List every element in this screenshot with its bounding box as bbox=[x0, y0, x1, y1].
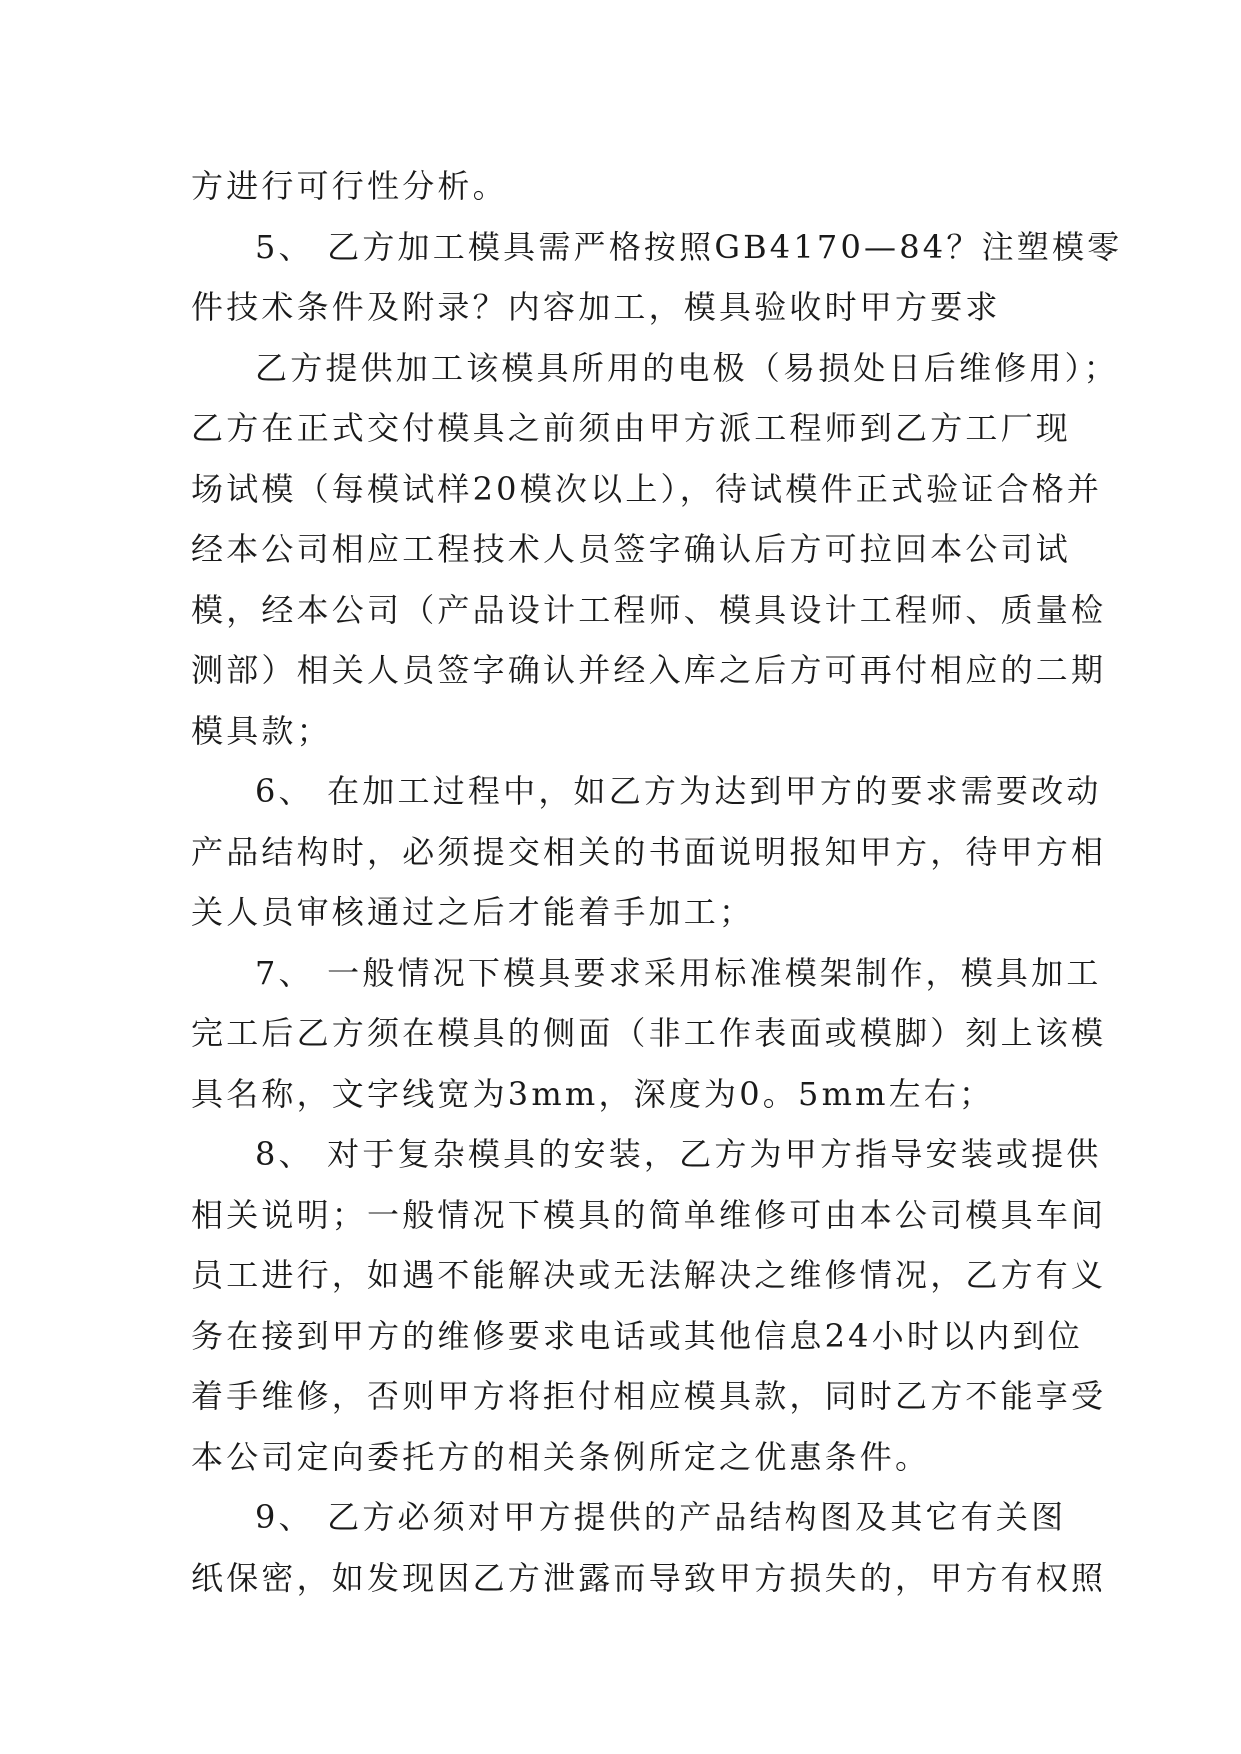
text-line: 相关说明；一般情况下模具的简单维修可由本公司模具车间 bbox=[191, 1195, 1107, 1234]
text-line: 模，经本公司（产品设计工程师、模具设计工程师、质量检 bbox=[191, 590, 1107, 629]
text-line: 员工进行，如遇不能解决或无法解决之维修情况，乙方有义 bbox=[191, 1256, 1107, 1294]
text-line: 纸保密，如发现因乙方泄露而导致甲方损失的，甲方有权照 bbox=[191, 1558, 1107, 1597]
text-line: 产品结构时，必须提交相关的书面说明报知甲方，待甲方相 bbox=[191, 832, 1107, 871]
document-body bbox=[191, 156, 1123, 1608]
text-line: 着手维修，否则甲方将拒付相应模具款，同时乙方不能享受 bbox=[191, 1377, 1107, 1415]
text-line: 模具款； bbox=[191, 711, 332, 750]
text-line: 具名称，文字线宽为3mm，深度为0。5mm左右； bbox=[191, 1074, 995, 1113]
text-line: 乙方在正式交付模具之前须由甲方派工程师到乙方工厂现 bbox=[191, 409, 1072, 447]
text-line: 方进行可行性分析。 bbox=[191, 167, 508, 205]
text-line: 6、 在加工过程中，如乙方为达到甲方的要求需要改动 bbox=[255, 772, 1102, 810]
text-line: 8、 对于复杂模具的安装，乙方为甲方指导安装或提供 bbox=[255, 1135, 1102, 1173]
text-line: 场试模（每模试样20模次以上），待试模件正式验证合格并 bbox=[191, 469, 1103, 508]
text-line: 件技术条件及附录？内容加工，模具验收时甲方要求 bbox=[191, 288, 1001, 326]
text-line: 经本公司相应工程技术人员签字确认后方可拉回本公司试 bbox=[191, 530, 1072, 568]
text-line: 务在接到甲方的维修要求电话或其他信息24小时以内到位 bbox=[191, 1316, 1083, 1355]
text-line: 9、 乙方必须对甲方提供的产品结构图及其它有关图 bbox=[255, 1498, 1067, 1536]
text-line: 乙方提供加工该模具所用的电极（易损处日后维修用）； bbox=[255, 348, 1120, 387]
text-line: 本公司定向委托方的相关条例所定之优惠条件。 bbox=[191, 1437, 931, 1476]
text-line: 关人员审核通过之后才能着手加工； bbox=[191, 893, 755, 931]
text-line: 7、 一般情况下模具要求采用标准模架制作，模具加工 bbox=[255, 953, 1102, 992]
text-line: 完工后乙方须在模具的侧面（非工作表面或模脚）刻上该模 bbox=[191, 1014, 1107, 1052]
text-line: 5、 乙方加工模具需严格按照GB4170—84？注塑模零 bbox=[255, 227, 1123, 266]
text-line: 测部）相关人员签字确认并经入库之后方可再付相应的二期 bbox=[191, 651, 1107, 689]
